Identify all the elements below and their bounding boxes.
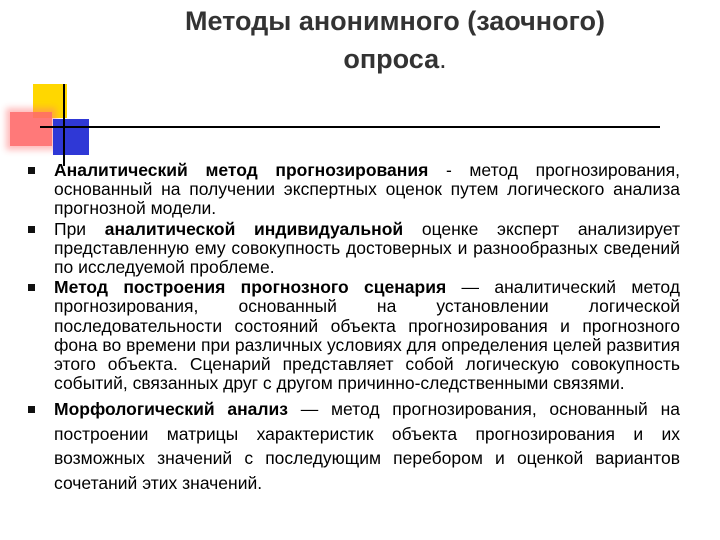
slide-title-line1: Методы анонимного (заочного) xyxy=(185,6,605,36)
title-underline-rule xyxy=(40,126,660,128)
item-term: Метод построения прогнозного сценария xyxy=(54,277,447,298)
item-term: Морфологический анализ xyxy=(54,399,288,420)
list-item xyxy=(20,278,680,393)
list-item xyxy=(20,397,680,495)
item-term: аналитической индивидуальной xyxy=(104,218,404,239)
bullet-list xyxy=(20,161,680,496)
slide-title-line2: опроса xyxy=(343,44,440,74)
item-text: оценке эксперт анализирует представленную ему совокупность достоверных и разнообразных сведений по исследуемой проблеме. xyxy=(54,218,680,278)
square-bullet-icon xyxy=(28,284,35,291)
item-text: - метод прогнозирования, основанный на получении экспертных оценок путем логического анализа прогнозной модели. xyxy=(54,160,680,219)
list-item xyxy=(20,161,680,219)
slide-title xyxy=(115,2,675,78)
square-bullet-icon xyxy=(28,406,35,413)
item-prefix: При xyxy=(54,218,105,239)
item-text: — аналитический метод прогнозирования, основанный на установлении логической последовательности состояний объекта прогнозирования и прогнозного фона во времени при различных условиях для определения целей развития этого объекта. Сценарий представляет собой логическую совокупность событий, связанных друг с другом причинно-следственными связями. xyxy=(54,277,680,394)
square-bullet-icon xyxy=(28,226,35,233)
square-bullet-icon xyxy=(28,167,35,174)
red-square-decoration xyxy=(10,112,52,146)
list-item xyxy=(20,220,680,278)
blue-square-decoration xyxy=(53,119,89,155)
vertical-rule xyxy=(63,84,65,166)
item-text: — метод прогнозирования, основанный на построении матрицы характеристик объекта прогнозирования и их возможных значений с последующим перебором и оценкой вариантов сочетаний этих значений. xyxy=(54,399,680,493)
slide-title-dot: . xyxy=(439,44,447,74)
item-term: Аналитический метод прогнозирования xyxy=(54,160,429,180)
